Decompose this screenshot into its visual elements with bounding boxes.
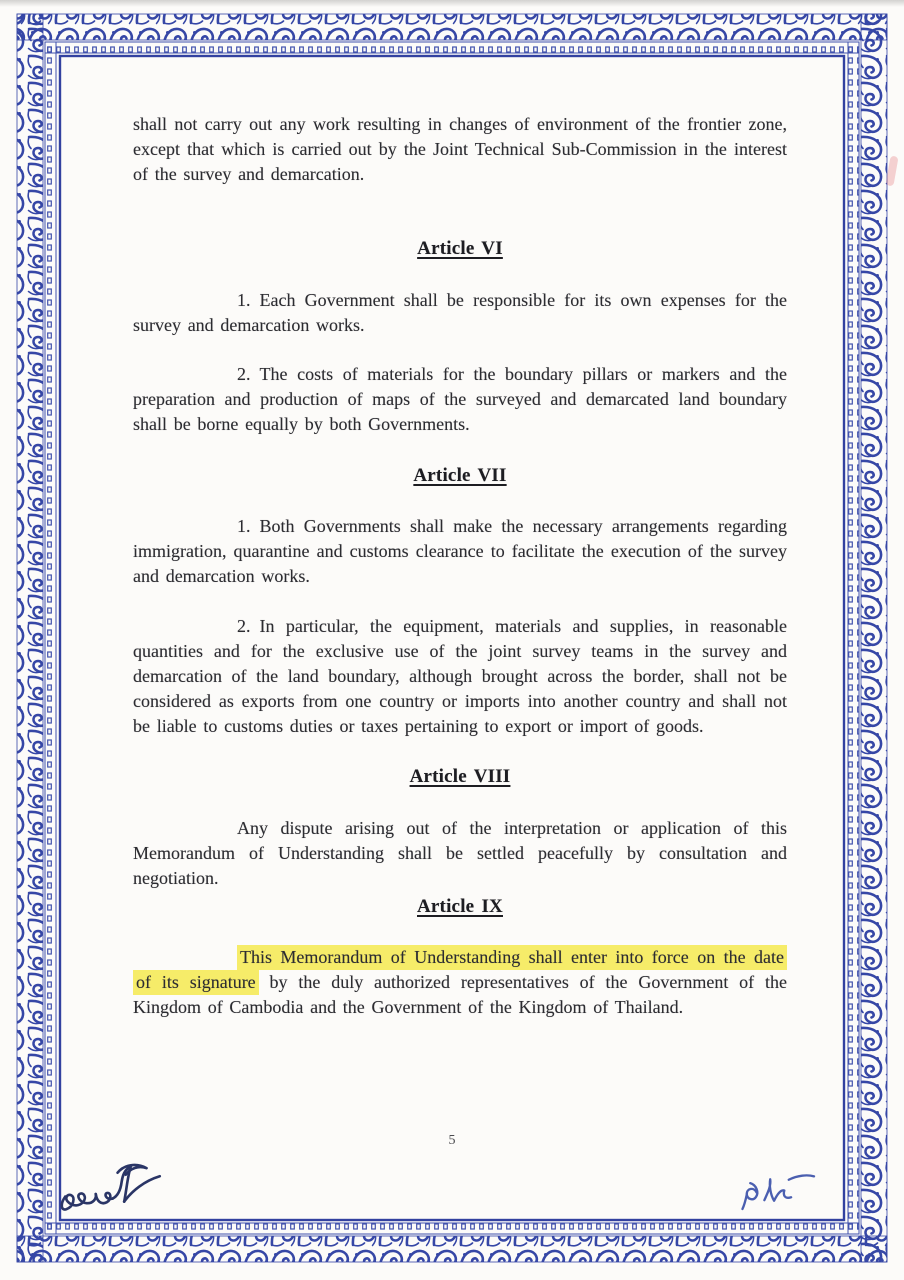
page-number: 5: [448, 1133, 456, 1148]
scan-edge-artifact: [0, 0, 904, 7]
article-vii-paragraph-2: 2. In particular, the equipment, materials and supplies, in reasonable quantities and for the exclusive use of the joint survey teams in the survey and demarcation of the land boundary, although brought across the border, shall not be considered as exports from one country or imports into another country and shall not be liable to customs duties or taxes pertaining to export or import of goods.: [133, 616, 787, 736]
page-content: [62, 57, 844, 1219]
article-ix-paragraph-rest: by the duly authorized representatives of the Government of the Kingdom of Cambodia and the Government of the Kingdom of Thailand.: [133, 972, 787, 1017]
continuation-paragraph: shall not carry out any work resulting in changes of environment of the frontier zone, except that which is carried out by the Joint Technical Sub-Commission in the interest of the survey and demarcation.: [133, 114, 787, 184]
article-vi-heading: Article VI: [417, 238, 503, 259]
article-viii-heading: Article VIII: [409, 766, 511, 787]
signature-right-icon: [740, 1164, 816, 1215]
article-vi-paragraph-2: 2. The costs of materials for the boundary pillars or markers and the preparation and production of maps of the surveyed and demarcated land boundary shall be borne equally by both Governments.: [133, 364, 787, 434]
scan-red-smudge-artifact: [885, 156, 898, 187]
article-ix-heading: Article IX: [417, 896, 503, 917]
article-viii-paragraph-1: Any dispute arising out of the interpretation or application of this Memorandum of Understanding shall be settled peacefully by consultation and negotiation.: [133, 818, 787, 888]
article-ix-paragraph-1: [133, 945, 787, 1020]
signature-left-icon: [56, 1160, 168, 1223]
highlighted-text: This Memorandum of Understanding shall enter into force on the date of its signature: [133, 945, 787, 995]
article-vii-paragraph-1: 1. Both Governments shall make the necessary arrangements regarding immigration, quarantine and customs clearance to facilitate the execution of the survey and demarcation works.: [133, 516, 787, 586]
article-vii-heading: Article VII: [413, 465, 507, 486]
article-vi-paragraph-1: 1. Each Government shall be responsible for its own expenses for the survey and demarcation works.: [133, 290, 787, 335]
